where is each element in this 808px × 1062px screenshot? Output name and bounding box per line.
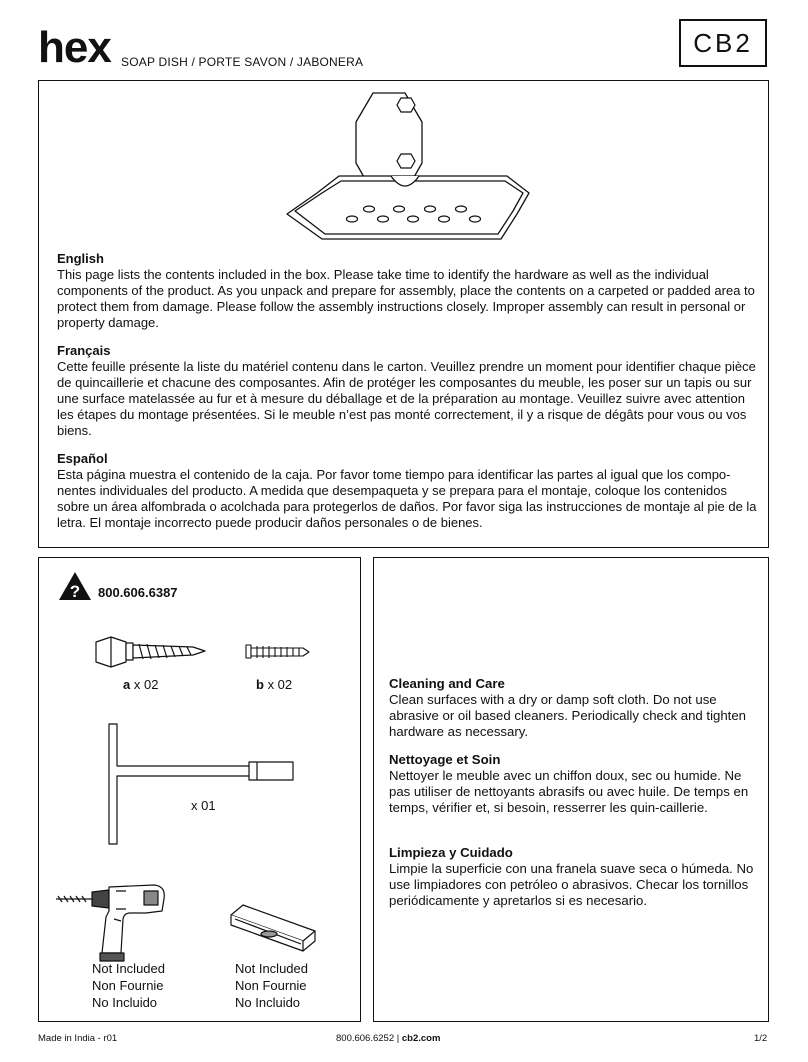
intro-panel	[38, 80, 769, 548]
help-glyph: ?	[69, 582, 81, 601]
item-qty: x 02	[130, 677, 159, 692]
not-included-en: Not Included	[235, 961, 308, 976]
item-qty: x 02	[263, 677, 293, 692]
care-heading: Limpieza y Cuidado	[389, 845, 513, 860]
help-phone: 800.606.6387	[98, 585, 178, 600]
hardware-panel	[38, 557, 361, 1022]
intro-french	[57, 343, 757, 439]
not-included-fr: Non Fournie	[235, 978, 307, 993]
drain-hole	[439, 216, 450, 222]
footer-contact	[336, 1033, 440, 1044]
t-wrench-icon	[97, 720, 297, 850]
drain-hole	[470, 216, 481, 222]
care-text: Clean surfaces with a dry or damp soft cloth. Do not use abrasive or oil based cleaners. Periodically check and tighten hardware as necessary.	[389, 692, 746, 739]
care-french	[389, 752, 759, 816]
wood-screw-icon	[93, 634, 208, 668]
care-english	[389, 676, 759, 740]
wall-anchor-icon	[243, 640, 313, 664]
intro-text: Esta página muestra el contenido de la caja. Por favor tome tiempo para identificar las partes al igual que los compo-nentes individuales del producto. A medida que desempaqueta y se prepara para el montaje, coloque los contenidos sobre un área alfombrada o acolchada para protegerlos de daños. Por favor siga las instrucciones de montaje al pie de la letra. El montaje incorrecto puede producir daños personales o de bienes.	[57, 467, 757, 530]
drain-hole	[347, 216, 358, 222]
care-panel	[373, 557, 769, 1022]
not-included-es: No Incluido	[92, 995, 158, 1010]
not-included-level	[235, 960, 308, 1011]
power-drill-icon	[54, 883, 179, 963]
cb2-logo	[679, 19, 767, 67]
footer-phone: 800.606.6252	[336, 1033, 395, 1044]
drain-hole	[394, 206, 405, 212]
item-c-label: x 01	[191, 798, 216, 813]
intro-text: This page lists the contents included in the box. Please take time to identify the hardware as well as the individual components of the product. As you unpack and prepare for assembly, place the contents on a carpeted or padded area to protect them from damage. Please follow the assembly instructions closely. Improper assembly can result in personal or property damage.	[57, 267, 755, 330]
footer-site-link[interactable]: cb2.com	[401, 1033, 441, 1044]
care-spanish	[389, 845, 759, 909]
spirit-level-icon	[229, 901, 319, 961]
logo-text: CB2	[693, 27, 753, 58]
not-included-fr: Non Fournie	[92, 978, 164, 993]
drain-hole	[408, 216, 419, 222]
drain-hole	[378, 216, 389, 222]
top-screw-head	[397, 98, 415, 112]
drain-hole	[425, 206, 436, 212]
care-text: Nettoyer le meuble avec un chiffon doux, sec ou humide. Ne pas utiliser de nettoyants abrasifs ou avec huile. De temps en temps, vérifier et, si besoin, resserrer les quin-caillerie.	[389, 768, 749, 815]
intro-heading: English	[57, 251, 104, 266]
brand-title: hex	[38, 23, 111, 72]
intro-heading: Français	[57, 343, 111, 358]
product-subtitle: SOAP DISH / PORTE SAVON / JABONERA	[121, 55, 364, 69]
intro-spanish	[57, 451, 757, 531]
bottom-screw-head	[397, 154, 415, 168]
soap-dish-illustration	[39, 81, 770, 251]
item-letter: a	[123, 677, 131, 692]
intro-english	[57, 251, 757, 331]
drain-hole	[456, 206, 467, 212]
drain-hole	[364, 206, 375, 212]
not-included-es: No Incluido	[235, 995, 301, 1010]
intro-heading: Español	[57, 451, 108, 466]
item-b-label	[256, 677, 292, 692]
not-included-drill	[92, 960, 165, 1011]
footer-separator: |	[396, 1033, 400, 1044]
care-heading: Cleaning and Care	[389, 676, 505, 691]
not-included-en: Not Included	[92, 961, 165, 976]
footer-page-number: 1/2	[754, 1033, 768, 1044]
footer-origin: Made in India - r01	[38, 1033, 118, 1044]
care-text: Limpie la superficie con una franela suave seca o húmeda. No use limpiadores con petróleo o abrasivos. Checar los tornillos periódicamente y apretarlos si es necesario.	[389, 861, 754, 908]
item-letter: b	[256, 677, 264, 692]
care-heading: Nettoyage et Soin	[389, 752, 501, 767]
item-a-label	[123, 677, 158, 692]
intro-text: Cette feuille présente la liste du matériel contenu dans le carton. Veuillez prendre un moment pour identifier chaque pièce de quincaillerie et chacune des composantes. Afin de protéger les composantes du meuble, les poser sur un tapis ou sur une surface matelassée au fur et à mesure du déballage et de la préparation au montage. Veuillez suivre avec attention les étapes du montage présentées. Si le meuble n’est pas monté correctement, il y a risque de dégâts pour vous ou vos biens.	[57, 359, 756, 438]
help-warning-icon	[58, 571, 92, 601]
